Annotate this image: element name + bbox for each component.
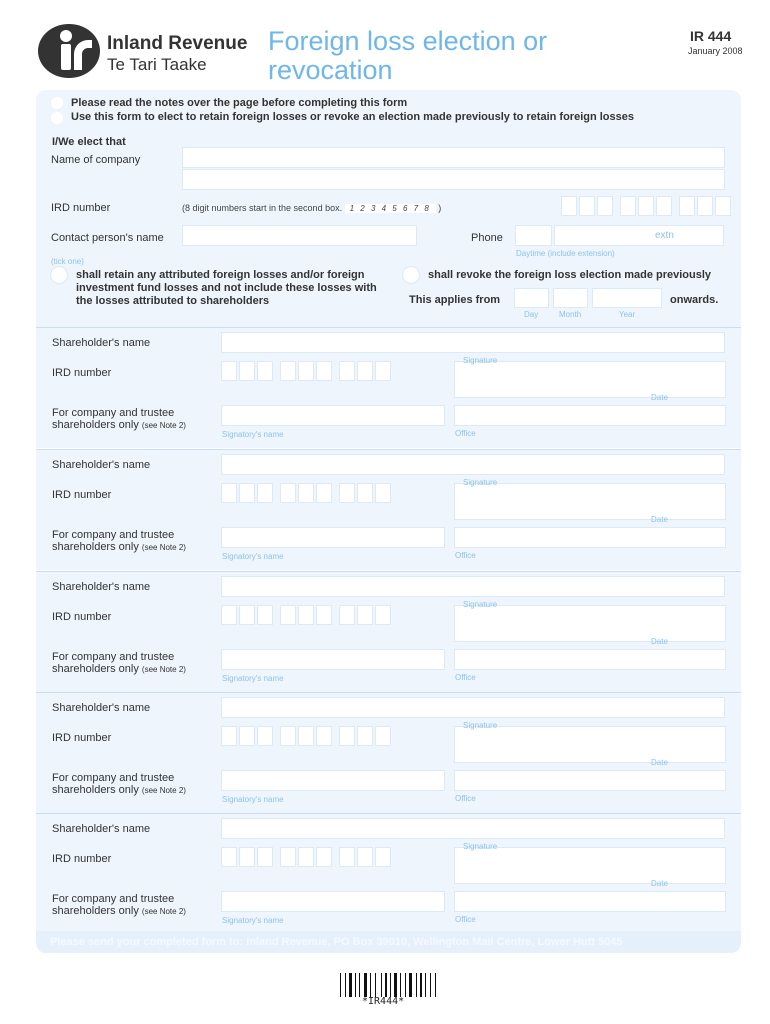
signatory-name-input[interactable] bbox=[221, 649, 445, 670]
signatory-name-input[interactable] bbox=[221, 405, 445, 426]
signature-input[interactable] bbox=[454, 847, 726, 884]
company-trustee-label-2 bbox=[52, 541, 186, 553]
office-input[interactable] bbox=[454, 891, 726, 912]
ird-hint-close: ) bbox=[438, 203, 442, 213]
revoke-radio[interactable] bbox=[402, 266, 420, 284]
shareholder-ird-input[interactable] bbox=[221, 361, 391, 381]
company-trustee-label: For company and trustee bbox=[52, 407, 175, 419]
signatory-name-input[interactable] bbox=[221, 770, 445, 791]
shareholders-only-text: shareholders only bbox=[52, 784, 139, 796]
signature-input[interactable] bbox=[454, 605, 726, 642]
onwards-label: onwards. bbox=[670, 294, 719, 306]
bullet-icon bbox=[51, 97, 63, 109]
shareholder-name-input[interactable] bbox=[221, 576, 725, 597]
shareholder-name-label: Shareholder's name bbox=[52, 702, 151, 714]
signatory-hint: Signatory's name bbox=[222, 916, 284, 925]
see-note-text: (see Note 2) bbox=[141, 421, 186, 430]
shareholder-name-label: Shareholder's name bbox=[52, 337, 151, 349]
phone-area-input[interactable] bbox=[515, 225, 552, 246]
section-divider bbox=[36, 692, 741, 693]
company-trustee-label-2 bbox=[52, 419, 186, 431]
shareholders-only-text: shareholders only bbox=[52, 663, 139, 675]
company-trustee-label: For company and trustee bbox=[52, 529, 175, 541]
daytime-hint: Daytime (include extension) bbox=[516, 249, 615, 258]
office-hint: Office bbox=[455, 915, 476, 924]
shareholder-ird-input[interactable] bbox=[221, 483, 391, 503]
barcode bbox=[340, 973, 436, 997]
form-title: Foreign loss election or revocation bbox=[268, 26, 548, 85]
shareholder-ird-label: IRD number bbox=[52, 367, 112, 379]
bullet-icon bbox=[51, 112, 63, 124]
shareholder-ird-input[interactable] bbox=[221, 726, 391, 746]
company-trustee-label-2 bbox=[52, 784, 186, 796]
company-name-label: Name of company bbox=[51, 154, 141, 166]
logo-r bbox=[74, 40, 92, 70]
tick-one-hint: (tick one) bbox=[51, 257, 84, 266]
signatory-name-input[interactable] bbox=[221, 527, 445, 548]
extn-label: extn bbox=[655, 230, 674, 241]
section-divider bbox=[36, 813, 741, 814]
ird-example: 1 2 3 4 5 6 7 8 bbox=[345, 204, 436, 213]
see-note-text: (see Note 2) bbox=[141, 907, 186, 916]
section-divider bbox=[36, 571, 741, 572]
ird-number-label: IRD number bbox=[51, 202, 111, 214]
shareholder-name-input[interactable] bbox=[221, 818, 725, 839]
shareholder-name-label: Shareholder's name bbox=[52, 823, 151, 835]
phone-label: Phone bbox=[471, 232, 503, 244]
logo-bar bbox=[61, 44, 71, 70]
shareholder-ird-label: IRD number bbox=[52, 853, 112, 865]
shareholder-ird-input[interactable] bbox=[221, 605, 391, 625]
month-hint: Month bbox=[559, 310, 582, 319]
date-hint: Date bbox=[651, 879, 668, 888]
org-maori-name: Te Tari Taake bbox=[107, 55, 207, 74]
signatory-name-input[interactable] bbox=[221, 891, 445, 912]
ird-hint bbox=[182, 203, 441, 213]
signature-input[interactable] bbox=[454, 483, 726, 520]
shareholder-ird-input[interactable] bbox=[221, 847, 391, 867]
month-input[interactable] bbox=[553, 288, 588, 308]
barcode-text: *IR444* bbox=[362, 996, 405, 1007]
footer-address: Please send your completed form to: Inland Revenue, PO Box 39010, Wellington Mail Centre, Lower Hutt 5045 bbox=[50, 936, 623, 948]
shareholder-ird-label: IRD number bbox=[52, 732, 112, 744]
see-note-text: (see Note 2) bbox=[141, 786, 186, 795]
ird-hint-text: (8 digit numbers start in the second box. bbox=[182, 203, 343, 213]
signature-input[interactable] bbox=[454, 361, 726, 398]
phone-number-input[interactable] bbox=[554, 225, 724, 246]
company-trustee-label: For company and trustee bbox=[52, 893, 175, 905]
we-elect-label: I/We elect that bbox=[52, 136, 126, 148]
office-hint: Office bbox=[455, 673, 476, 682]
day-input[interactable] bbox=[514, 288, 549, 308]
see-note-text: (see Note 2) bbox=[141, 543, 186, 552]
retain-option-label: shall retain any attributed foreign losses and/or foreign investment fund losses and not include these losses with the losses attributed to shareholders bbox=[76, 269, 377, 307]
office-input[interactable] bbox=[454, 527, 726, 548]
signatory-hint: Signatory's name bbox=[222, 795, 284, 804]
shareholder-name-input[interactable] bbox=[221, 332, 725, 353]
form-date: January 2008 bbox=[688, 46, 743, 56]
form-code: IR 444 bbox=[690, 28, 732, 44]
note-line-2: Use this form to elect to retain foreign losses or revoke an election made previously to retain foreign losses bbox=[71, 111, 634, 123]
date-hint: Date bbox=[651, 758, 668, 767]
date-hint: Date bbox=[651, 393, 668, 402]
shareholders-only-text: shareholders only bbox=[52, 419, 139, 431]
office-hint: Office bbox=[455, 794, 476, 803]
section-divider bbox=[36, 327, 741, 328]
retain-radio[interactable] bbox=[50, 266, 68, 284]
shareholder-ird-label: IRD number bbox=[52, 489, 112, 501]
see-note-text: (see Note 2) bbox=[141, 665, 186, 674]
shareholders-only-text: shareholders only bbox=[52, 905, 139, 917]
signature-hint: Signature bbox=[463, 842, 498, 851]
office-input[interactable] bbox=[454, 770, 726, 791]
contact-name-label: Contact person's name bbox=[51, 232, 164, 244]
signatory-hint: Signatory's name bbox=[222, 552, 284, 561]
signatory-hint: Signatory's name bbox=[222, 430, 284, 439]
year-input[interactable] bbox=[592, 288, 662, 308]
company-name-input-2[interactable] bbox=[182, 169, 725, 190]
company-ird-input[interactable] bbox=[561, 196, 731, 216]
org-name: Inland Revenue bbox=[107, 33, 248, 54]
logo-dot bbox=[60, 30, 72, 42]
company-trustee-label: For company and trustee bbox=[52, 651, 175, 663]
contact-name-input[interactable] bbox=[182, 225, 417, 246]
signature-hint: Signature bbox=[463, 478, 498, 487]
date-hint: Date bbox=[651, 515, 668, 524]
shareholder-name-label: Shareholder's name bbox=[52, 459, 151, 471]
company-trustee-label-2 bbox=[52, 663, 186, 675]
signature-hint: Signature bbox=[463, 600, 498, 609]
company-trustee-label-2 bbox=[52, 905, 186, 917]
shareholders-only-text: shareholders only bbox=[52, 541, 139, 553]
company-name-input-1[interactable] bbox=[182, 147, 725, 168]
revoke-option-label: shall revoke the foreign loss election made previously bbox=[428, 269, 712, 281]
office-hint: Office bbox=[455, 551, 476, 560]
company-trustee-label: For company and trustee bbox=[52, 772, 175, 784]
section-divider bbox=[36, 449, 741, 450]
shareholder-name-input[interactable] bbox=[221, 454, 725, 475]
day-hint: Day bbox=[524, 310, 539, 319]
signature-hint: Signature bbox=[463, 721, 498, 730]
shareholder-name-label: Shareholder's name bbox=[52, 581, 151, 593]
shareholder-ird-label: IRD number bbox=[52, 611, 112, 623]
date-hint: Date bbox=[651, 637, 668, 646]
office-input[interactable] bbox=[454, 405, 726, 426]
office-input[interactable] bbox=[454, 649, 726, 670]
applies-from-label: This applies from bbox=[409, 294, 501, 306]
signature-hint: Signature bbox=[463, 356, 498, 365]
note-line-1: Please read the notes over the page before completing this form bbox=[71, 97, 408, 109]
signatory-hint: Signatory's name bbox=[222, 674, 284, 683]
office-hint: Office bbox=[455, 429, 476, 438]
shareholder-name-input[interactable] bbox=[221, 697, 725, 718]
year-hint: Year bbox=[619, 310, 636, 319]
signature-input[interactable] bbox=[454, 726, 726, 763]
